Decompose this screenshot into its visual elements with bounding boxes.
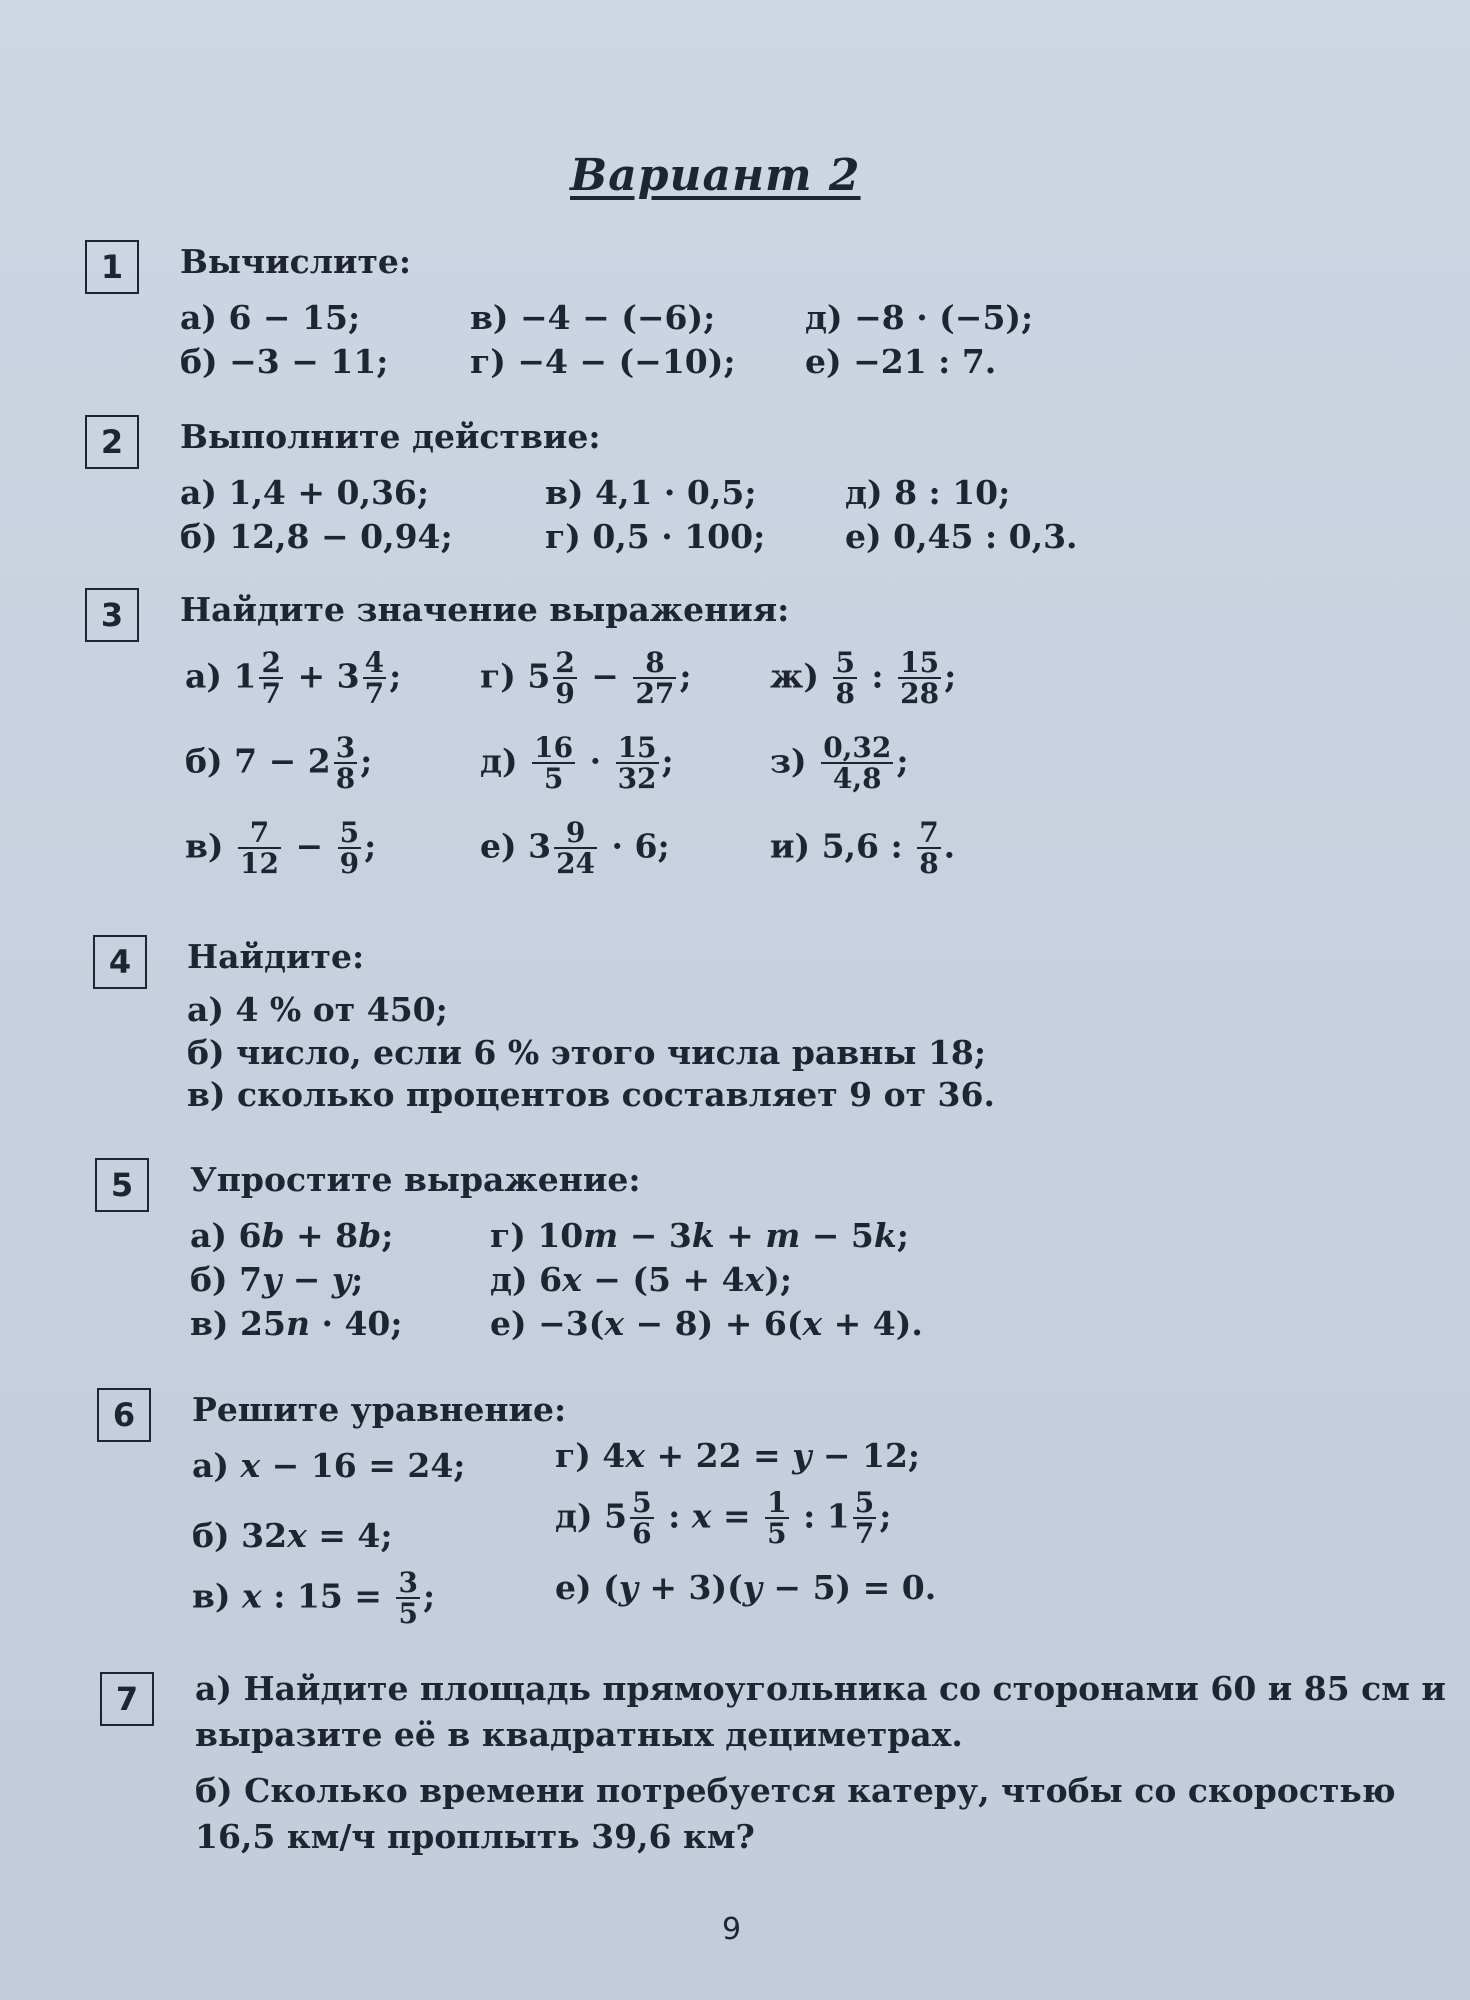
denominator: 5 [398, 1597, 418, 1631]
variable: x [240, 1446, 261, 1485]
numerator: 15 [900, 646, 940, 679]
fraction [630, 1488, 653, 1549]
item-b [190, 1260, 363, 1299]
term: − (5 + 4 [581, 1260, 745, 1299]
item-a [192, 1446, 465, 1485]
item-label: а) [185, 656, 222, 696]
item-d: д) −8 · (−5); [805, 298, 1034, 337]
operator: = [722, 1496, 751, 1536]
operator: + [297, 656, 326, 696]
task-number: 4 [93, 935, 147, 989]
item-d [480, 733, 674, 794]
variable: k [691, 1216, 715, 1255]
item-label: а) [192, 1446, 229, 1485]
item-zh [770, 648, 956, 709]
task-number: 1 [85, 240, 139, 294]
term: −3( [538, 1304, 605, 1343]
item-v [190, 1304, 403, 1343]
numerator: 1 [767, 1486, 787, 1519]
item-label: в) [190, 1304, 229, 1343]
fraction [554, 818, 597, 879]
term: − [281, 1260, 332, 1299]
task-part-b: б) Сколько времени потребуется катеру, чтобы со скоростью 16,5 км/ч проплыть 39,6 км? [195, 1771, 1396, 1857]
punctuation: ; [896, 1216, 909, 1255]
item-e [490, 1304, 923, 1343]
term: − 8) + 6( [624, 1304, 803, 1343]
variable: y [262, 1260, 282, 1299]
fraction [833, 648, 856, 709]
fraction [553, 648, 576, 709]
numerator: 15 [617, 731, 657, 764]
term: 4 [602, 1436, 626, 1475]
whole-part: 3 [528, 826, 552, 866]
item-v: в) −4 − (−6); [470, 298, 716, 337]
item-i [770, 818, 955, 879]
task-instruction: Упростите выражение: [190, 1160, 641, 1199]
variable: x [287, 1516, 307, 1555]
item-a [190, 1216, 393, 1255]
numerator: 5 [632, 1486, 652, 1519]
equation-rest: : 15 = [261, 1576, 382, 1616]
numerator: 4 [364, 646, 385, 679]
item-label: б) [192, 1516, 230, 1555]
item-label: а) [190, 1216, 227, 1255]
term: 10 [537, 1216, 584, 1255]
fraction [765, 1488, 788, 1549]
item-d [555, 1488, 891, 1549]
denominator: 27 [635, 677, 675, 711]
punctuation: ; [389, 656, 402, 696]
denominator: 6 [632, 1517, 652, 1551]
punctuation: ; [381, 1216, 394, 1255]
variable: m [765, 1216, 801, 1255]
fraction [917, 818, 940, 879]
variable: x [604, 1304, 625, 1343]
operator: · [589, 741, 602, 781]
numerator: 7 [919, 816, 939, 849]
term: 32 [241, 1516, 288, 1555]
punctuation: ; [390, 1304, 403, 1343]
item-v: в) сколько процентов составляет 9 от 36. [187, 1075, 995, 1114]
fraction [853, 1488, 876, 1549]
denominator: 8 [919, 847, 939, 881]
item-v: в) 4,1 · 0,5; [545, 473, 757, 512]
task-number: 5 [95, 1158, 149, 1212]
punctuation: ); [764, 1260, 793, 1299]
punctuation: − 12; [811, 1436, 921, 1475]
term: + 22 = [645, 1436, 793, 1475]
variant-title: Вариант 2 [570, 150, 861, 201]
item-e: е) 0,45 : 0,3. [845, 517, 1078, 556]
item-label: и) [770, 826, 811, 866]
variable: x [744, 1260, 765, 1299]
item-a: а) 6 − 15; [180, 298, 361, 337]
item-label: д) [555, 1496, 593, 1536]
equation-rest: − 16 = 24; [260, 1446, 466, 1485]
variable: b [358, 1216, 382, 1255]
task-instruction: Найдите значение выражения: [180, 590, 790, 629]
item-b: б) число, если 6 % этого числа равны 18; [187, 1033, 987, 1072]
expression-end: · 6; [611, 826, 670, 866]
variable: m [583, 1216, 619, 1255]
item-v [192, 1568, 435, 1629]
operator: : [871, 656, 884, 696]
term: · 40 [309, 1304, 391, 1343]
variable: n [285, 1304, 310, 1343]
term: 6 [238, 1216, 262, 1255]
operator: − [591, 656, 619, 696]
operator: : 1 [803, 1496, 850, 1536]
variable: y [742, 1568, 762, 1607]
numerator: 0,32 [823, 731, 892, 764]
fraction [259, 648, 282, 709]
item-g: г) 0,5 · 100; [545, 517, 766, 556]
item-b: б) 12,8 − 0,94; [180, 517, 453, 556]
denominator: 28 [900, 677, 940, 711]
denominator: 9 [555, 677, 575, 711]
whole-part: 1 [233, 656, 257, 696]
item-b: б) −3 − 11; [180, 342, 389, 381]
denominator: 5 [767, 1517, 787, 1551]
task-number: 7 [100, 1672, 154, 1726]
page-number: 9 [722, 1912, 742, 1947]
operator: : [668, 1496, 681, 1536]
punctuation: ; [360, 741, 373, 781]
punctuation: ; [351, 1260, 364, 1299]
task-number: 2 [85, 415, 139, 469]
denominator: 4,8 [832, 762, 882, 796]
term: − 3 [618, 1216, 692, 1255]
task-number: 3 [85, 588, 139, 642]
fraction [238, 818, 281, 879]
numerator: 5 [835, 646, 855, 679]
denominator: 8 [335, 762, 356, 796]
item-v [185, 818, 376, 879]
denominator: 7 [364, 677, 385, 711]
item-label: в) [185, 826, 224, 866]
punctuation: − 5) = 0. [761, 1568, 937, 1607]
item-e: е) −21 : 7. [805, 342, 997, 381]
task-instruction: Выполните действие: [180, 417, 601, 456]
task-7 [85, 1669, 1446, 1872]
item-g [480, 648, 692, 709]
variable: y [331, 1260, 352, 1299]
item-label: з) [770, 741, 807, 781]
numerator: 16 [534, 731, 574, 764]
whole-part: 5 [604, 1496, 628, 1536]
item-label: в) [192, 1576, 231, 1616]
punctuation: + 4). [822, 1304, 923, 1343]
variable: y [618, 1568, 638, 1607]
item-b [192, 1516, 393, 1555]
item-label: ж) [770, 656, 819, 696]
term: + [714, 1216, 766, 1255]
variable: x [562, 1260, 582, 1299]
item-label: б) [185, 741, 223, 781]
denominator: 7 [261, 677, 281, 711]
term: 25 [240, 1304, 286, 1343]
punctuation: ; [422, 1576, 436, 1616]
task-instruction: Найдите: [187, 937, 365, 976]
fraction [334, 733, 357, 794]
item-label: е) [490, 1304, 527, 1343]
denominator: 12 [240, 847, 280, 881]
denominator: 24 [556, 847, 596, 881]
fraction [338, 818, 361, 879]
item-label: е) [555, 1568, 592, 1607]
punctuation: ; [944, 656, 957, 696]
expression-start: 7 − 2 [234, 741, 331, 781]
item-label: д) [480, 741, 518, 781]
denominator: 32 [617, 762, 657, 796]
fraction [396, 1568, 419, 1629]
item-g [490, 1216, 909, 1255]
fraction [821, 733, 893, 794]
task-instruction: Вычислите: [180, 242, 412, 281]
denominator: 7 [854, 1517, 875, 1551]
variable: b [261, 1216, 285, 1255]
denominator: 5 [543, 762, 564, 796]
item-e [555, 1568, 936, 1607]
variable: x [691, 1496, 712, 1536]
denominator: 9 [339, 847, 360, 881]
punctuation: ; [879, 1496, 892, 1536]
item-label: г) [490, 1216, 526, 1255]
item-label: г) [555, 1436, 591, 1475]
task-1 [85, 240, 1415, 390]
numerator: 9 [554, 818, 597, 849]
variable: x [625, 1436, 645, 1475]
item-g: г) −4 − (−10); [470, 342, 736, 381]
item-a: а) 4 % от 450; [187, 990, 448, 1029]
task-5 [85, 1158, 1415, 1348]
fraction [616, 733, 659, 794]
numerator: 2 [555, 646, 575, 679]
numerator: 5 [339, 816, 360, 849]
punctuation: . [943, 826, 956, 866]
numerator: 7 [238, 818, 281, 849]
item-a: а) 1,4 + 0,36; [180, 473, 430, 512]
item-b [185, 733, 372, 794]
term: + 8 [284, 1216, 359, 1255]
fraction [898, 648, 941, 709]
numerator: 2 [261, 646, 281, 679]
numerator: 8 [633, 648, 676, 679]
item-a [185, 648, 401, 709]
equation-rest: = 4; [306, 1516, 393, 1555]
expression-start: 5,6 : [821, 826, 903, 866]
numerator: 3 [335, 731, 356, 764]
term: ( [603, 1568, 619, 1607]
fraction [363, 648, 386, 709]
punctuation: ; [661, 741, 674, 781]
term: 7 [239, 1260, 263, 1299]
term: + 3)( [637, 1568, 743, 1607]
item-g [555, 1436, 920, 1475]
punctuation: ; [896, 741, 909, 781]
variable: k [873, 1216, 897, 1255]
variable: x [802, 1304, 823, 1343]
whole-part: 3 [336, 656, 360, 696]
numerator: 3 [398, 1566, 418, 1599]
task-2 [85, 415, 1415, 565]
item-e [480, 818, 670, 879]
task-part-a: а) Найдите площадь прямоугольника со сторонами 60 и 85 см и выразите её в квадратных дециметрах. [195, 1669, 1446, 1755]
task-3 [85, 588, 1415, 898]
item-label: б) [190, 1260, 228, 1299]
punctuation: ; [364, 826, 377, 866]
task-6 [85, 1388, 1415, 1648]
task-number: 6 [97, 1388, 151, 1442]
fraction [532, 733, 575, 794]
item-label: е) [480, 826, 517, 866]
item-d [490, 1260, 792, 1299]
numerator: 5 [854, 1486, 875, 1519]
punctuation: ; [679, 656, 692, 696]
term: − 5 [800, 1216, 874, 1255]
operator: − [295, 826, 324, 866]
item-label: г) [480, 656, 516, 696]
item-d: д) 8 : 10; [845, 473, 1011, 512]
variable: y [792, 1436, 812, 1475]
term: 6 [539, 1260, 563, 1299]
item-label: д) [490, 1260, 528, 1299]
fraction [633, 648, 676, 709]
item-z [770, 733, 909, 794]
denominator: 8 [835, 677, 855, 711]
task-4 [85, 935, 1415, 1120]
task-instruction: Решите уравнение: [192, 1390, 567, 1429]
variable: x [242, 1576, 262, 1616]
whole-part: 5 [527, 656, 551, 696]
